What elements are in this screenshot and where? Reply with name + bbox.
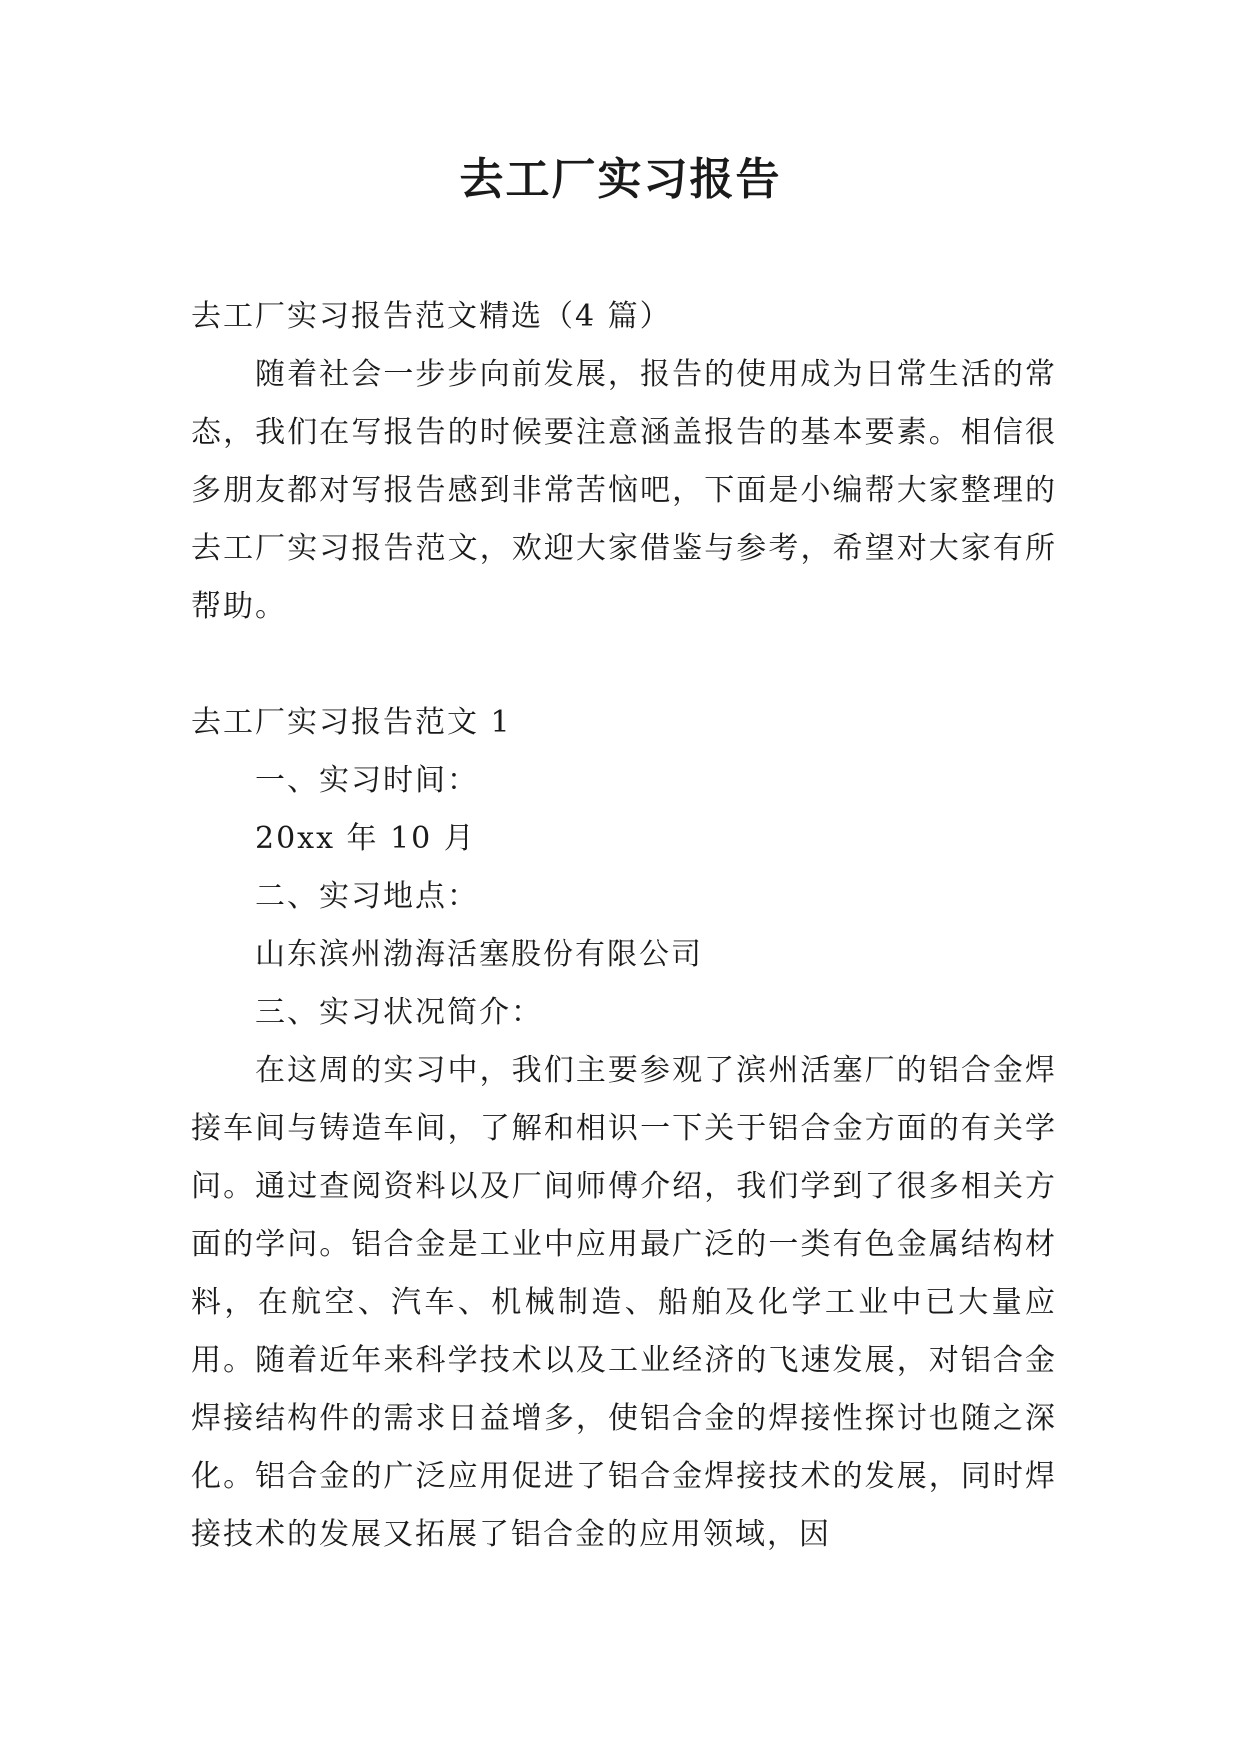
section-heading: 去工厂实习报告范文 1 xyxy=(191,705,512,740)
document-title: 去工厂实习报告 xyxy=(459,154,782,205)
item-overview-body: 在这周的实习中，我们主要参观了滨州活塞厂的铝合金焊接车间与铸造车间，了解和相识一下关于铝合金方面的有关学问。通过查阅资料以及厂间师傅介绍，我们学到了很多相关方面的学问。铝合金是工业中应用最广泛的一类有色金属结构材料，在航空、汽车、机械制造、船舶及化学工业中已大量应用。随着近年来科学技术以及工业经济的飞速发展，对铝合金焊接结构件的需求日益增多，使铝合金的焊接性探讨也随之深化。铝合金的广泛应用促进了铝合金焊接技术的发展，同时焊接技术的发展又拓展了铝合金的应用领域，因 xyxy=(191,1053,1057,1552)
item-time-label: 一、实习时间： xyxy=(255,763,479,798)
item-time-value: 20xx 年 10 月 xyxy=(255,821,476,856)
paragraph-gap xyxy=(191,636,1057,694)
intro-paragraph: 随着社会一步步向前发展，报告的使用成为日常生活的常态，我们在写报告的时候要注意涵盖报告的基本要素。相信很多朋友都对写报告感到非常苦恼吧，下面是小编帮大家整理的去工厂实习报告范文，欢迎大家借鉴与参考，希望对大家有所帮助。 xyxy=(191,357,1057,624)
item-location-value: 山东滨州渤海活塞股份有限公司 xyxy=(255,937,703,972)
document-subtitle: 去工厂实习报告范文精选（4 篇） xyxy=(191,299,672,334)
item-location-label: 二、实习地点： xyxy=(255,879,479,914)
item-overview-label: 三、实习状况简介： xyxy=(255,995,543,1030)
document-body xyxy=(191,288,1057,1564)
